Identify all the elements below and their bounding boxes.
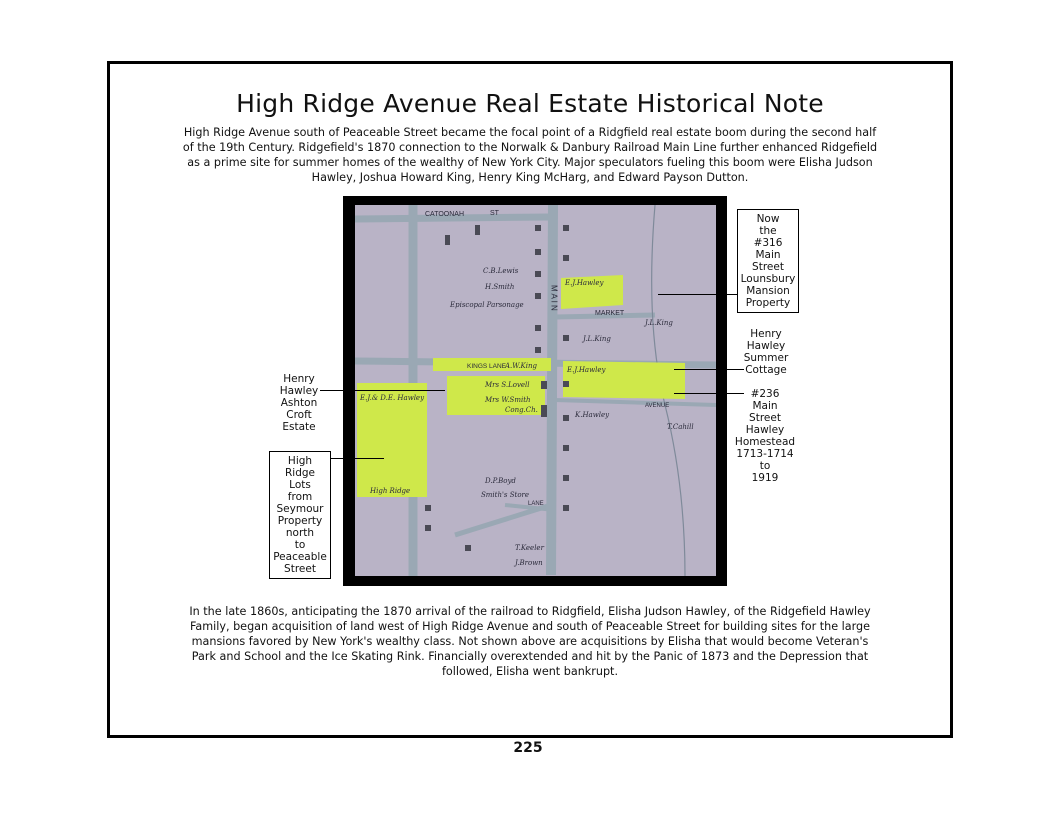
callout-line: Ridge bbox=[284, 467, 315, 479]
callout-line: Hawley bbox=[746, 340, 786, 352]
building bbox=[563, 225, 569, 231]
callout-line: Now bbox=[756, 213, 780, 225]
callout-line: Estate bbox=[282, 421, 316, 433]
callout-line: north bbox=[285, 527, 315, 539]
callout-line: to bbox=[294, 539, 306, 551]
map-label-main: M A I N bbox=[549, 285, 559, 311]
map-label-market: MARKET bbox=[595, 310, 625, 317]
map-label-catoonah: CATOONAH bbox=[425, 211, 465, 218]
map-label-avenue: AVENUE bbox=[645, 403, 670, 409]
callout-homestead bbox=[730, 388, 800, 484]
map-label-dp-boyd: D.P.Boyd bbox=[485, 477, 516, 485]
map-label-ej-hawley-mid: E.J.Hawley bbox=[567, 366, 606, 374]
callout-line: Property bbox=[277, 515, 323, 527]
callout-line: Hawley bbox=[745, 424, 785, 436]
building bbox=[535, 347, 541, 353]
page-title: High Ridge Avenue Real Estate Historical Note bbox=[236, 89, 824, 118]
leader-high-ridge-lots bbox=[329, 458, 384, 459]
map-label-episcopal: Episcopal Parsonage bbox=[450, 301, 524, 309]
callout-line: Ashton bbox=[280, 397, 318, 409]
main-street-road bbox=[551, 205, 553, 575]
callout-line: #316 bbox=[753, 237, 783, 249]
callout-line: from bbox=[287, 491, 313, 503]
callout-line: Street bbox=[749, 412, 781, 424]
callout-line: Street bbox=[752, 261, 784, 273]
map-label-cong-ch: Cong.Ch. bbox=[505, 406, 538, 414]
closing-paragraph: In the late 1860s, anticipating the 1870 arrival of the railroad to Ridgfield, Elisha Judson Hawley, of the Ridgefield Hawley Family, began acquisition of land west of High Ridge Avenue and south of Peaceable Street for building sites for the large mansions favored by New York's wealthy class. Not shown above are acquisitions by Elisha that would become Veteran's Park and School and the Ice Skating Rink. Financially overextended and hit by the Panic of 1873 and the Depression that followed, Elisha went bankrupt. bbox=[189, 605, 871, 678]
building bbox=[563, 445, 569, 451]
map-label-jl-king-right: J.L.King bbox=[645, 319, 673, 327]
map-label-t-keeler: T.Keeler bbox=[515, 544, 544, 552]
map-label-lane: LANE bbox=[528, 501, 544, 507]
page-number: 225 bbox=[513, 740, 543, 756]
callout-summer-cottage bbox=[733, 328, 799, 376]
callout-high-ridge-lots bbox=[269, 451, 331, 579]
callout-line: Street bbox=[284, 563, 316, 575]
building bbox=[535, 249, 541, 255]
callout-line: Seymour bbox=[276, 503, 324, 515]
callout-line: to bbox=[759, 460, 771, 472]
building bbox=[535, 325, 541, 331]
callout-line: the bbox=[759, 225, 777, 237]
callout-line: Hawley bbox=[279, 385, 319, 397]
map-label-mrs-lovell: Mrs S.Lovell bbox=[485, 381, 530, 389]
callout-line: Peaceable bbox=[273, 551, 327, 563]
callout-line: Mansion bbox=[746, 285, 790, 297]
callout-line: #236 bbox=[750, 388, 780, 400]
callout-line: Summer bbox=[743, 352, 789, 364]
map-label-jl-king: J.L.King bbox=[583, 335, 611, 343]
callout-lounsbury bbox=[737, 209, 799, 313]
building bbox=[563, 335, 569, 341]
callout-line: Property bbox=[745, 297, 791, 309]
building bbox=[445, 235, 450, 245]
building bbox=[425, 505, 431, 511]
building bbox=[535, 225, 541, 231]
building bbox=[535, 293, 541, 299]
map-label-high-ridge: High Ridge bbox=[370, 487, 411, 495]
map-label-ej-de-hawley: E.J.& D.E. Hawley bbox=[360, 394, 425, 402]
map-label-t-cahill: T.Cahill bbox=[667, 423, 694, 431]
intro-paragraph: High Ridge Avenue south of Peaceable Street became the focal point of a Ridgfield real estate boom during the second half of the 19th Century. Ridgefield's 1870 connection to the Norwalk & Danbury Railroad Main Line further enhanced Ridgefield as a prime site for summer homes of the wealthy of New York City. Major speculators fueling this boom were Elisha Judson Hawley, Joshua Howard King, Henry King McHarg, and Edward Payson Dutton. bbox=[182, 126, 878, 184]
map-label-st: ST bbox=[490, 210, 499, 217]
callout-line: Lots bbox=[289, 479, 311, 491]
map-label-aw-king: A.W.King bbox=[505, 362, 537, 370]
map-label-ej-hawley-top: E.J.Hawley bbox=[565, 279, 604, 287]
building bbox=[535, 271, 541, 277]
building bbox=[475, 225, 480, 235]
callout-line: Henry bbox=[283, 373, 315, 385]
building bbox=[465, 545, 471, 551]
callout-line: Main bbox=[755, 249, 781, 261]
building bbox=[563, 415, 569, 421]
map-label-smiths-store: Smith's Store bbox=[481, 491, 530, 499]
callout-line: 1919 bbox=[751, 472, 779, 484]
callout-line: Lounsbury bbox=[740, 273, 796, 285]
leader-ashton bbox=[320, 390, 445, 391]
building bbox=[563, 381, 569, 387]
leader-lounsbury bbox=[658, 294, 738, 295]
callout-line: Cottage bbox=[745, 364, 787, 376]
callout-line: Croft bbox=[286, 409, 312, 421]
map-label-k-hawley: K.Hawley bbox=[575, 411, 610, 419]
building bbox=[563, 505, 569, 511]
map-label-h-smith: H.Smith bbox=[485, 283, 515, 291]
map-label-cb-lewis: C.B.Lewis bbox=[483, 267, 519, 275]
callout-line: Homestead bbox=[734, 436, 796, 448]
building bbox=[563, 475, 569, 481]
map-label-mrs-smith: Mrs W.Smith bbox=[485, 396, 531, 404]
callout-line: 1713-1714 bbox=[736, 448, 794, 460]
building bbox=[541, 405, 547, 417]
callout-line: Henry bbox=[750, 328, 782, 340]
callout-ashton bbox=[270, 373, 328, 433]
map-label-j-brown: J.Brown bbox=[515, 559, 543, 567]
callout-line: High bbox=[287, 455, 313, 467]
building bbox=[563, 255, 569, 261]
map-label-kings-lane: KINGS LANE bbox=[467, 363, 507, 370]
callout-line: Main bbox=[752, 400, 778, 412]
building bbox=[425, 525, 431, 531]
building bbox=[541, 381, 547, 389]
